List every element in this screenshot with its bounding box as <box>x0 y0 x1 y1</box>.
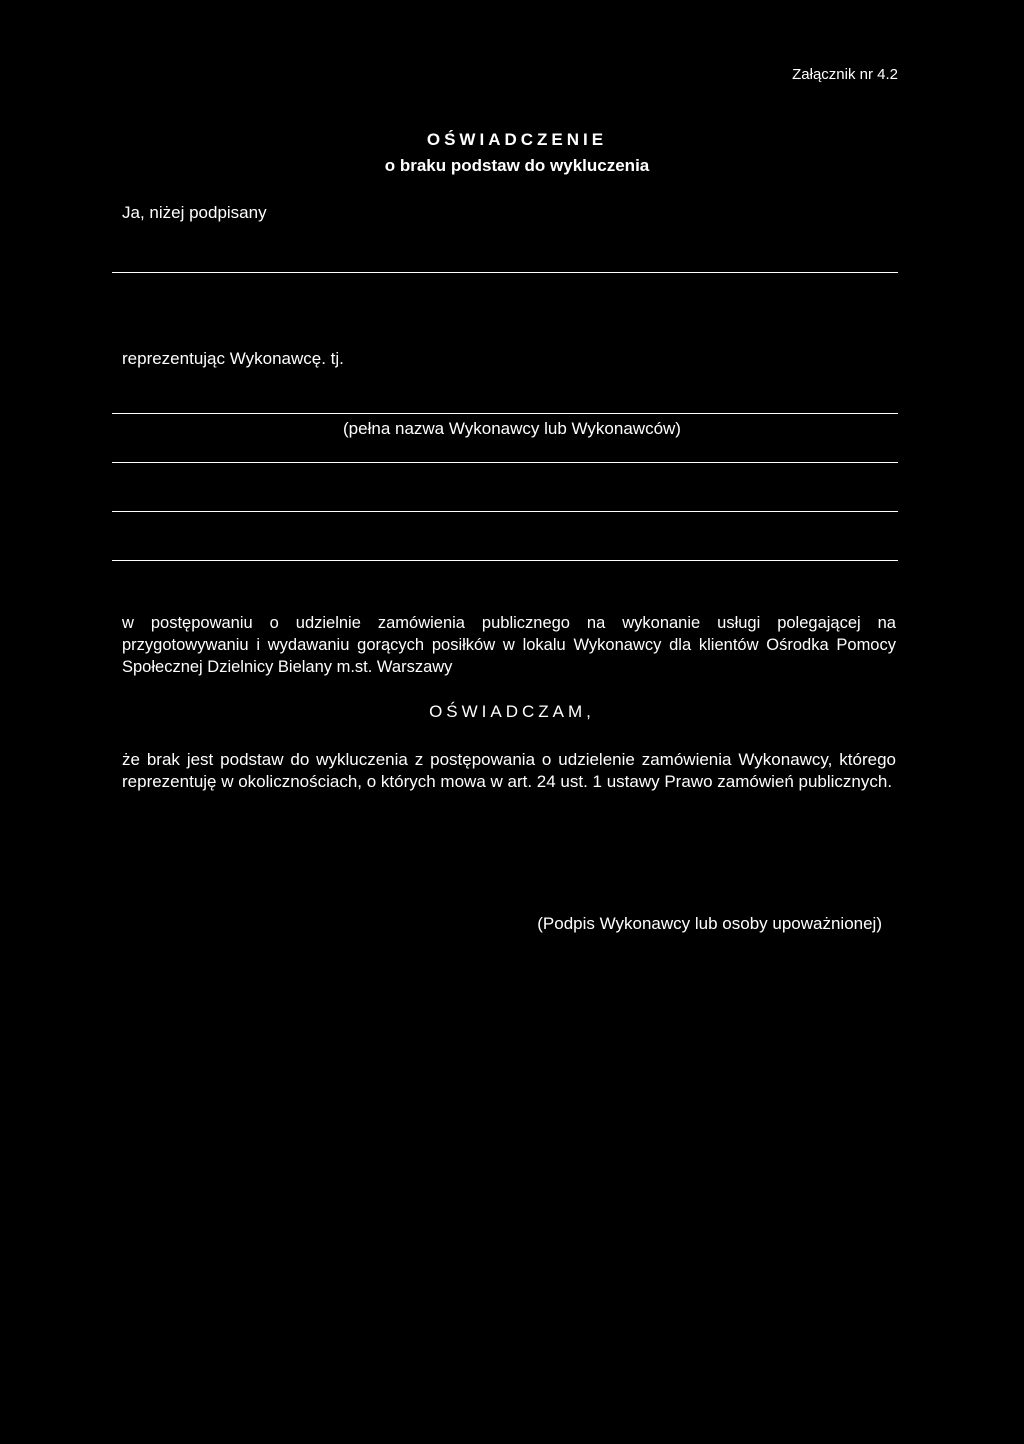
undersigned-label: Ja, niżej podpisany <box>122 203 267 222</box>
contractor-fill-line-3 <box>112 511 898 512</box>
contractor-fill-line-1 <box>112 413 898 414</box>
name-fill-line <box>112 272 898 273</box>
contractor-fill-line-2 <box>112 462 898 463</box>
signature-caption: (Podpis Wykonawcy lub osoby upoważnionej) <box>537 914 882 933</box>
full-name-caption: (pełna nazwa Wykonawcy lub Wykonawców) <box>343 419 681 438</box>
attachment-number: Załącznik nr 4.2 <box>792 66 898 83</box>
document-heading <box>0 130 1024 176</box>
declaration-heading: OŚWIADCZAM, <box>429 702 595 721</box>
representing-label: reprezentując Wykonawcę. tj. <box>122 349 344 368</box>
document-subtitle: o braku podstaw do wykluczenia <box>384 156 650 175</box>
contractor-fill-line-4 <box>112 560 898 561</box>
statement-paragraph: że brak jest podstaw do wykluczenia z postępowania o udzielenie zamówienia Wykonawcy, którego reprezentuję w okolicznościach, o których mowa w art. 24 ust. 1 ustawy Prawo zamówień publicznych. <box>122 750 896 791</box>
document-title: OŚWIADCZENIE <box>426 130 608 149</box>
proceedings-paragraph: w postępowaniu o udzielnie zamówienia publicznego na wykonanie usługi polegającej na przygotowywaniu i wydawaniu gorących posiłków w lokalu Wykonawcy dla klientów Ośrodka Pomocy Społecznej Dzielnicy Bielany m.st. Warszawy <box>122 614 896 676</box>
